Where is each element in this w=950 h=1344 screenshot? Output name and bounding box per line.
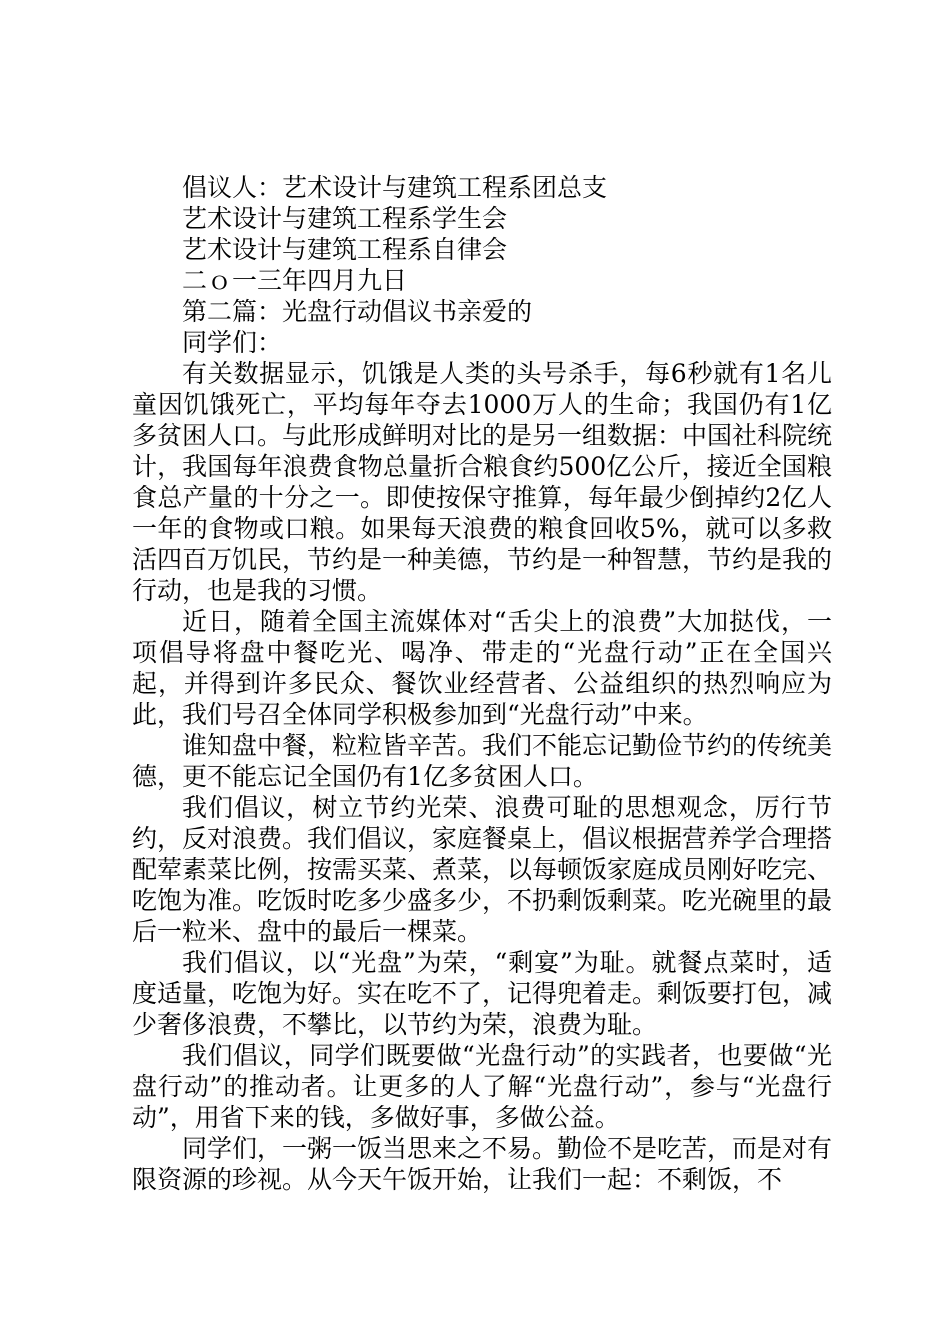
paragraph-proposal-3: 我们倡议，同学们既要做“光盘行动”的实践者，也要做“光盘行动”的推动者。让更多的人了解“光盘行动”，参与“光盘行动”，用省下来的钱，多做好事，多做公益。 xyxy=(132,1041,832,1132)
paragraph-proposal-2: 我们倡议，以“光盘”为荣，“剩宴”为耻。就餐点菜时，适度适量，吃饱为好。实在吃不了，记得兜着走。剩饭要打包，减少奢侈浪费，不攀比，以节约为荣，浪费为耻。 xyxy=(132,948,833,1039)
paragraph-proposal-1: 我们倡议，树立节约光荣、浪费可耻的思想观念，厉行节约，反对浪费。我们倡议，家庭餐桌上，倡议根据营养学合理搭配荤素菜比例，按需买菜、煮菜，以每顿饭家庭成员刚好吃完、吃饱为准。吃饭时吃多少盛多少，不扔剩饭剩菜。吃光碗里的最后一粒米、盘中的最后一棵菜。 xyxy=(132,793,833,946)
paragraph-statistics: 有关数据显示，饥饿是人类的头号杀手，每6秒就有1名儿童因饥饿死亡，平均每年夺去1000万人的生命；我国仍有1亿多贫困人口。与此形成鲜明对比的是另一组数据：中国社科院统计，我国每年浪费食物总量折合粮食约500亿公斤，接近全国粮食总产量的十分之一。即使按保守推算，每年最少倒掉约2亿人一年的食物或口粮。如果每天浪费的粮食回收5%，就可以多救活四百万饥民，节约是一种美德，节约是一种智慧，节约是我的行动，也是我的习惯。 xyxy=(132,359,833,605)
date-line: 二ｏ一三年四月九日 xyxy=(182,266,408,295)
salutation: 同学们： xyxy=(182,328,283,357)
paragraph-closing: 同学们，一粥一饭当思来之不易。勤俭不是吃苦，而是对有限资源的珍视。从今天午饭开始，让我们一起：不剩饭，不 xyxy=(132,1134,833,1194)
paragraph-campaign: 近日，随着全国主流媒体对“舌尖上的浪费”大加挞伐，一项倡导将盘中餐吃光、喝净、带走的“光盘行动”正在全国兴起，并得到许多民众、餐饮业经营者、公益组织的热烈响应为此，我们号召全体同学积极参加到“光盘行动”中来。 xyxy=(132,607,832,729)
document-body xyxy=(132,172,832,1195)
section-title: 第二篇：光盘行动倡议书亲爱的 xyxy=(182,297,533,326)
student-union-line: 艺术设计与建筑工程系学生会 xyxy=(182,204,508,233)
self-discipline-committee-line: 艺术设计与建筑工程系自律会 xyxy=(182,235,508,264)
paragraph-tradition: 谁知盘中餐，粒粒皆辛苦。我们不能忘记勤俭节约的传统美德，更不能忘记全国仍有1亿多贫困人口。 xyxy=(132,731,833,791)
initiator-line: 倡议人：艺术设计与建筑工程系团总支 xyxy=(182,173,608,202)
